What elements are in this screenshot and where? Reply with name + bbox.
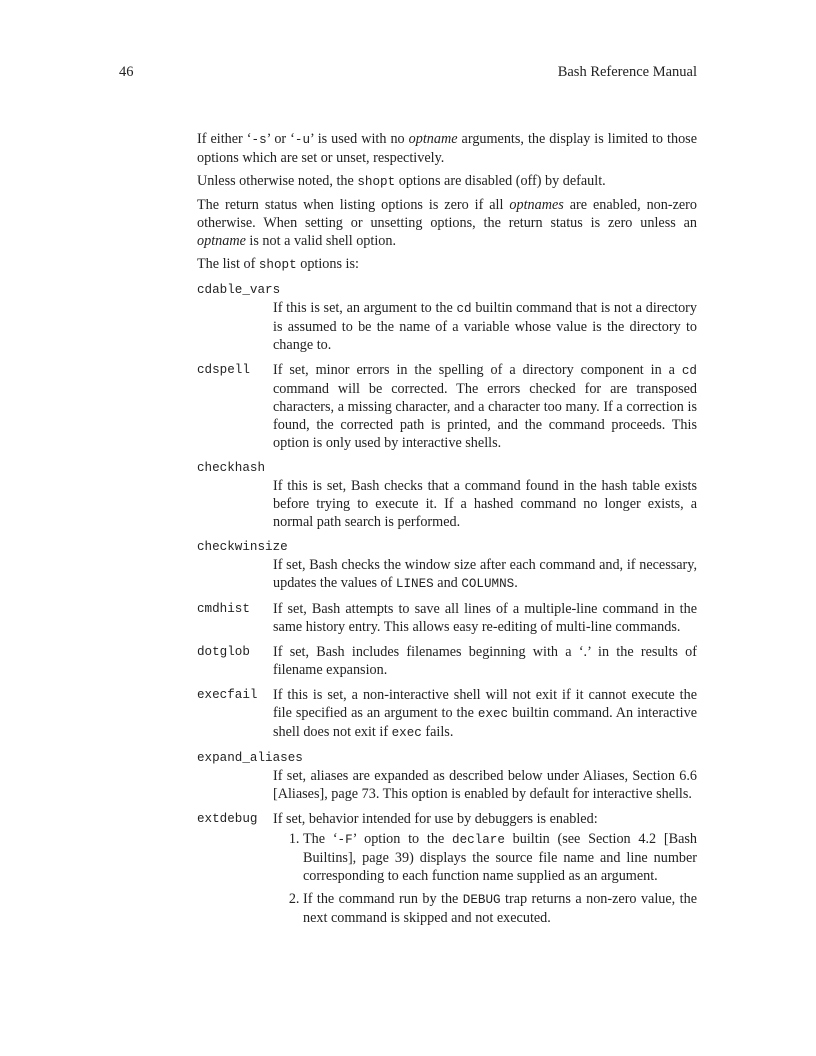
list-item: 2. If the command run by the DEBUG trap returns a non-zero value, the next command is skipped and not executed. [303, 890, 697, 927]
option-description: If this is set, Bash checks that a command found in the hash table exists before trying to execute it. If a hashed command no longer exists, a normal path search is performed. [273, 478, 697, 530]
option-description: If this is set, a non-interactive shell will not exit if it cannot execute the file specified as an argument to the exec builtin command. An interactive shell does not exit if exec fails. [273, 687, 697, 740]
option-cdable-vars [197, 281, 697, 354]
option-extdebug [197, 810, 697, 927]
page-number: 46 [119, 64, 134, 80]
option-name: extdebug [197, 812, 258, 826]
option-dotglob [197, 643, 697, 679]
option-description: If set, minor errors in the spelling of a directory component in a cd command will be corrected. The errors checked for are transposed characters, a missing character, and a character too many. If a correction is found, the corrected path is printed, and the command proceeds. This option is only used by interactive shells. [273, 362, 697, 451]
option-description: If set, Bash includes filenames beginning with a ‘.’ in the results of filename expansion. [273, 644, 697, 678]
option-description: If this is set, an argument to the cd builtin command that is not a directory is assumed to be the name of a variable whose value is the directory to change to. [273, 300, 697, 353]
option-description: If set, Bash checks the window size after each command and, if necessary, updates the values of LINES and COLUMNS. [273, 557, 697, 591]
option-name: cmdhist [197, 602, 250, 616]
flag-u: -u [294, 133, 311, 147]
option-cmdhist [197, 600, 697, 636]
option-execfail [197, 686, 697, 742]
intro-paragraph-3: The return status when listing options is zero if all optnames are enabled, non-zero otherwise. When setting or unsetting options, the return status is zero unless an optname is not a valid shell option. [197, 197, 697, 249]
option-name: execfail [197, 688, 258, 702]
option-checkwinsize [197, 538, 697, 593]
option-checkhash [197, 459, 697, 531]
flag-s: -s [251, 133, 267, 147]
option-description: If set, aliases are expanded as described below under Aliases, Section 6.6 [Aliases], page 73. This option is enabled by default for interactive shells. [273, 768, 697, 802]
list-item: 1. The ‘-F’ option to the declare builtin (see Section 4.2 [Bash Builtins], page 39) displays the source file name and line number corresponding to each function name supplied as an argument. [303, 830, 697, 885]
option-name: cdable_vars [197, 283, 281, 297]
intro-paragraph-1: If either ‘-s’ or ‘-u’ is used with no optname arguments, the display is limited to those options which are set or unset, respectively. [197, 131, 697, 166]
option-name: checkhash [197, 461, 266, 475]
page-header [119, 64, 697, 82]
extdebug-list [273, 830, 697, 927]
page-body [197, 130, 697, 932]
option-name: expand_aliases [197, 751, 303, 765]
option-description: If set, behavior intended for use by debuggers is enabled: 1. The ‘-F’ option to the declare builtin (see Section 4.2 [Bash Builtins], page 39) displays the source file name and line number corresponding to each function name supplied as an argument. 2. If the command run by the DEBUG trap returns a non-zero value, the next command is skipped and not executed. [273, 810, 697, 927]
option-description: If set, Bash attempts to save all lines of a multiple-line command in the same history entry. This allows easy re-editing of multi-line commands. [273, 601, 697, 635]
running-title: Bash Reference Manual [557, 64, 697, 80]
option-name: dotglob [197, 645, 250, 659]
option-name: cdspell [197, 363, 250, 377]
intro-paragraph-2: Unless otherwise noted, the shopt options are disabled (off) by default. [197, 173, 606, 189]
option-expand-aliases [197, 749, 697, 803]
intro-paragraph-4: The list of shopt options is: [197, 256, 359, 272]
option-cdspell [197, 361, 697, 452]
option-name: checkwinsize [197, 540, 288, 554]
